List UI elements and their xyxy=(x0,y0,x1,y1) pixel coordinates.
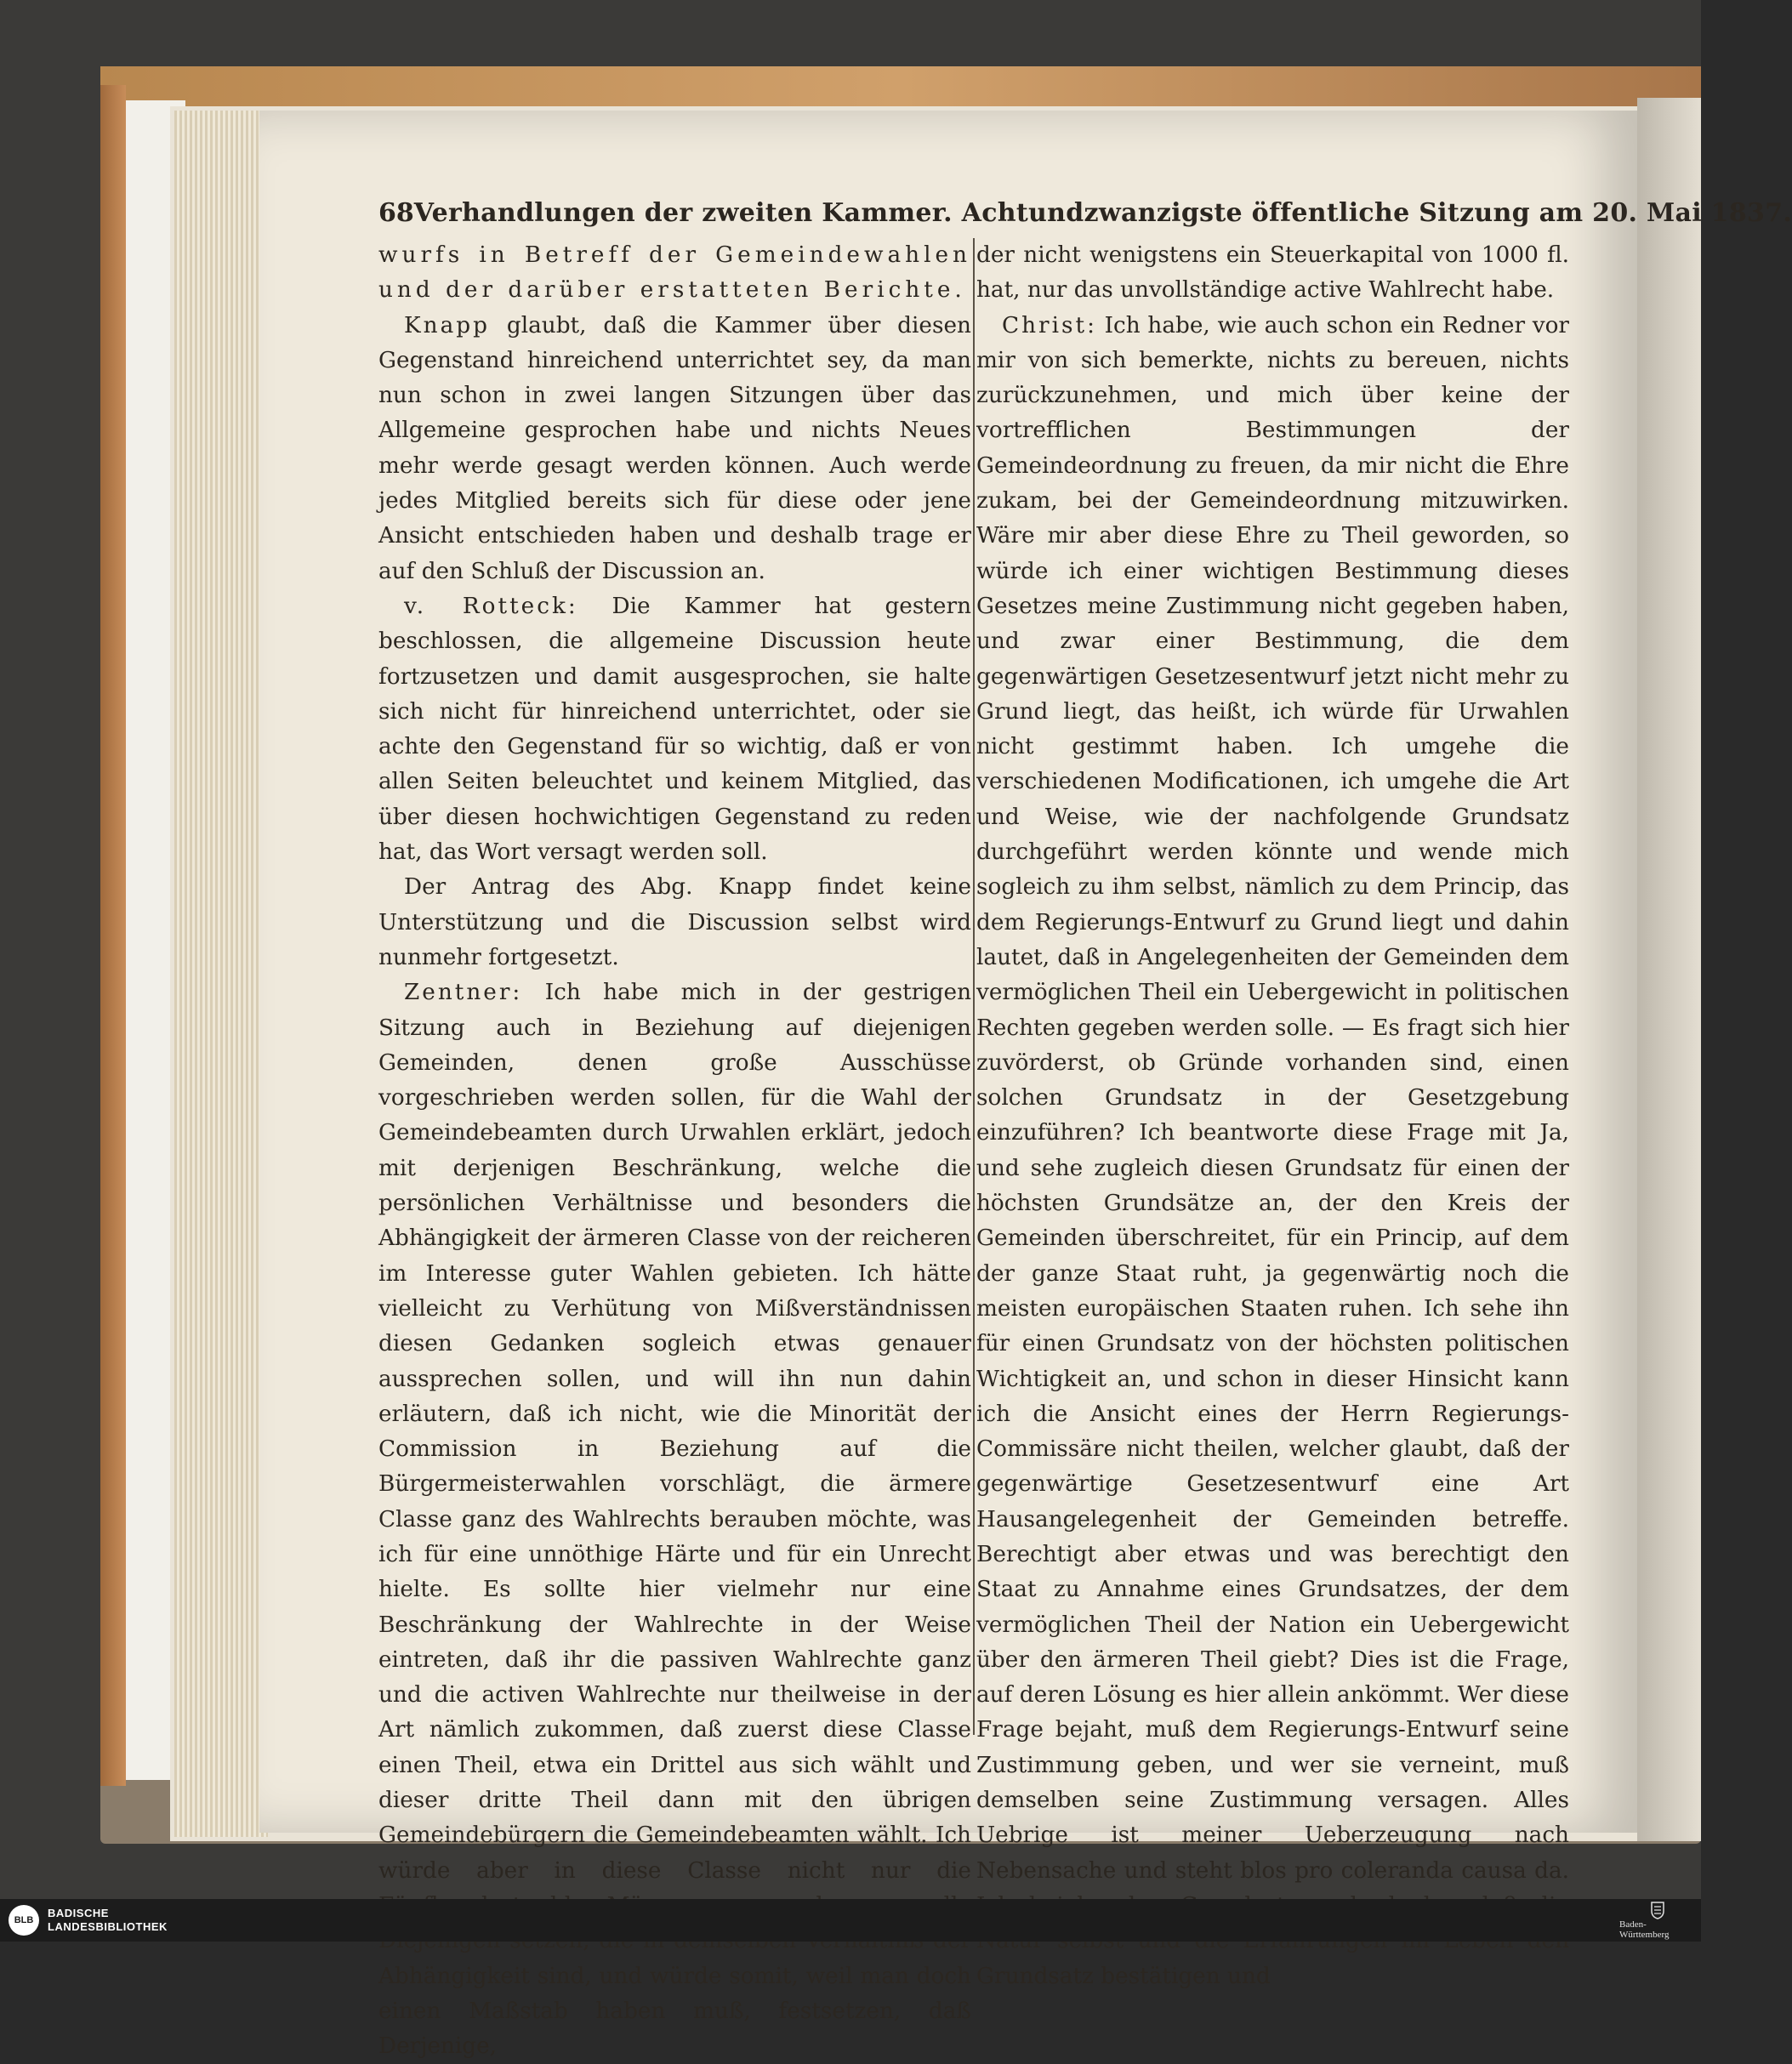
speaker-name: v. Rotteck: xyxy=(404,593,578,619)
paragraph-text: Ich habe, wie auch schon ein Redner vor mir von sich bemerkte, nichts zu bereuen, nichts zurückzunehmen, und mich über keine der vortrefflichen Bestimmungen der Gemeindeordnung zu freuen, da mir nicht die Ehre zukam, bei der Gemeindeordnung mitzuwirken. Wäre mir aber diese Ehre zu Theil geworden, so würde ich einer wichtigen Bestimmung dieses Gesetzes meine Zustimmung nicht gegeben haben, und zwar einer Bestimmung, die dem gegenwärtigen Gesetzesentwurf jetzt nicht mehr zu Grund liegt, das heißt, ich würde für Urwahlen nicht gestimmt haben. Ich umgehe die verschiedenen Modificationen, ich umgehe die Art und Weise, wie der nachfolgende Grundsatz durchgeführt werden könnte und wende mich sogleich zu ihm selbst, nämlich zu dem Princip, das dem Regierungs-Entwurf zu Grund liegt und dahin lautet, daß in Angelegenheiten der Gemeinden dem vermöglichen Theil ein Uebergewicht in politischen Rechten gegeben werden solle. — Es fragt sich hier zuvörderst, ob Gründe vorhanden sind, einen solchen Grundsatz in der Gesetzgebung einzuführen? Ich beantworte diese Frage mit Ja, und sehe zugleich diesen Grundsatz für einen der höchsten Grundsätze an, der den Kreis der Gemeinden überschreitet, für ein Princip, auf dem der ganze Staat ruht, ja gegenwärtig noch die meisten europäischen Staaten ruhen. Ich sehe ihn für einen Grundsatz von der höchsten politischen Wichtigkeit an, und schon in dieser Hinsicht kann ich die Ansicht eines der Herrn Regierungs-Commissäre nicht theilen, welcher glaubt, daß der gegenwärtige Gesetzesentwurf eine Art Hausangelegenheit der Gemeinden betreffe. Berechtigt aber etwas und was berechtigt den Staat zu Annahme eines Grundsatzes, der dem vermöglichen Theil der Nation ein Uebergewicht über den ärmeren Theil giebt? Dies ist die Frage, auf deren Lösung es hier allein ankömmt. Wer diese Frage bejaht, muß dem Regierungs-Entwurf seine Zustimmung geben, und wer sie verneint, muß demselben seine Zustimmung versagen. Alles Uebrige ist meiner Ueberzeugung nach Nebensache und steht blos pro coleranda causa da. Grundsatz bestätigen und xyxy=(976,312,1569,1989)
paragraph xyxy=(378,309,971,589)
spaced-heading-text: wurfs in Betreff der Gemeindewahlen und der darüber erstatteten Berichte. xyxy=(378,242,971,304)
paragraph-text: Ich habe mich in der gestrigen Sitzung auch in Beziehung auf diejenigen Gemeinden, denen große Ausschüsse vorgeschrieben werden sollen, für die Wahl der Gemeindebeamten durch Urwahlen erklärt, jedoch mit derjenigen Beschränkung, welche die persönlichen Verhältnisse und besonders die Abhängigkeit der ärmeren Classe von der reicheren im Interesse guter Wahlen gebieten. Ich hätte vielleicht zu Verhütung von Mißverständnissen diesen Gedanken sogleich etwas genauer aussprechen sollen, und will ihn nun dahin erläutern, daß ich nicht, wie die Minorität der Commission in Beziehung auf die Bürgermeisterwahlen vorschlägt, die ärmere Classe ganz des Wahlrechts berauben möchte, was ich für eine unnöthige Härte und für ein Unrecht hielte. Es sollte hier vielmehr nur eine Beschränkung der Wahlrechte in der Weise eintreten, daß ihr die passiven Wahlrechte ganz und die activen Wahlrechte nur theilweise in der Art nämlich zukommen, daß zuerst diese Classe einen Theil, etwa ein Drittel aus sich wählt und dieser dritte Theil dann mit den übrigen Gemeindebürgern die Gemeindebeamten wählt. Ich würde aber in diese Classe nicht nur die Abhängigkeit sind, und würde somit, weil man doch einen Maßstab haben muß, festsetzen, daß Derjenige, xyxy=(378,980,971,2060)
page-number: 68 xyxy=(378,197,414,228)
running-head: Verhandlungen der zweiten Kammer. Achtundzwanzigste öffentliche Sitzung am 20. Mai 1837. xyxy=(413,197,1792,228)
paragraph-text: der nicht wenigstens ein Steuerkapital von 1000 fl. hat, nur das unvollständige active Wahlrecht habe. xyxy=(976,242,1569,304)
viewer-footer xyxy=(0,1899,1701,1942)
page-stack-edges xyxy=(174,111,268,1837)
paragraph-text: glaubt, daß die Kammer über diesen Gegenstand hinreichend unterrichtet sey, da man nun schon in zwei langen Sitzungen über das Allgemeine gesprochen habe und nichts Neues mehr werde gesagt werden können. Auch werde jedes Mitglied bereits sich für diese oder jene Ansicht entschieden haben und deshalb trage er auf den Schluß der Discussion an. xyxy=(378,312,971,584)
baden-wuerttemberg-logo[interactable] xyxy=(1619,1899,1696,1942)
book-cover-top-edge xyxy=(100,66,1701,107)
speaker-name: Zentner: xyxy=(404,980,523,1006)
book-cover-spine-edge xyxy=(100,85,126,1786)
paragraph xyxy=(976,238,1569,309)
page-header xyxy=(378,194,1792,231)
state-label: Baden-Württemberg xyxy=(1619,1919,1670,1940)
crest-icon xyxy=(1649,1901,1666,1919)
paragraph xyxy=(378,870,971,975)
right-column xyxy=(976,238,1569,1989)
blb-logo[interactable]: BLB xyxy=(9,1905,39,1936)
column-divider xyxy=(973,238,975,1735)
facing-page-edge xyxy=(1637,98,1701,1841)
library-name-line1: BADISCHE xyxy=(48,1907,109,1919)
paragraph-text: Der Antrag des Abg. Knapp findet keine Unterstützung und die Discussion selbst wird nunmehr fortgesetzt. xyxy=(378,874,971,970)
library-name-line2: LANDESBIBLIOTHEK xyxy=(48,1920,168,1933)
paragraph xyxy=(378,589,971,870)
paragraph xyxy=(976,309,1569,1994)
speaker-name: Knapp xyxy=(404,312,490,338)
left-column xyxy=(378,238,972,2060)
paragraph xyxy=(378,238,971,309)
paragraph-text: Die Kammer hat gestern beschlossen, die allgemeine Discussion heute fortzusetzen und damit ausgesprochen, sie halte sich nicht für hinreichend unterrichtet, oder sie achte den Gegenstand für so wichtig, daß er von allen Seiten beleuchtet und keinem Mitglied, das über diesen hochwichtigen Gegenstand zu reden hat, das Wort versagt werden soll. xyxy=(378,593,972,866)
speaker-name: Christ: xyxy=(1002,312,1097,338)
library-name[interactable] xyxy=(48,1907,168,1934)
